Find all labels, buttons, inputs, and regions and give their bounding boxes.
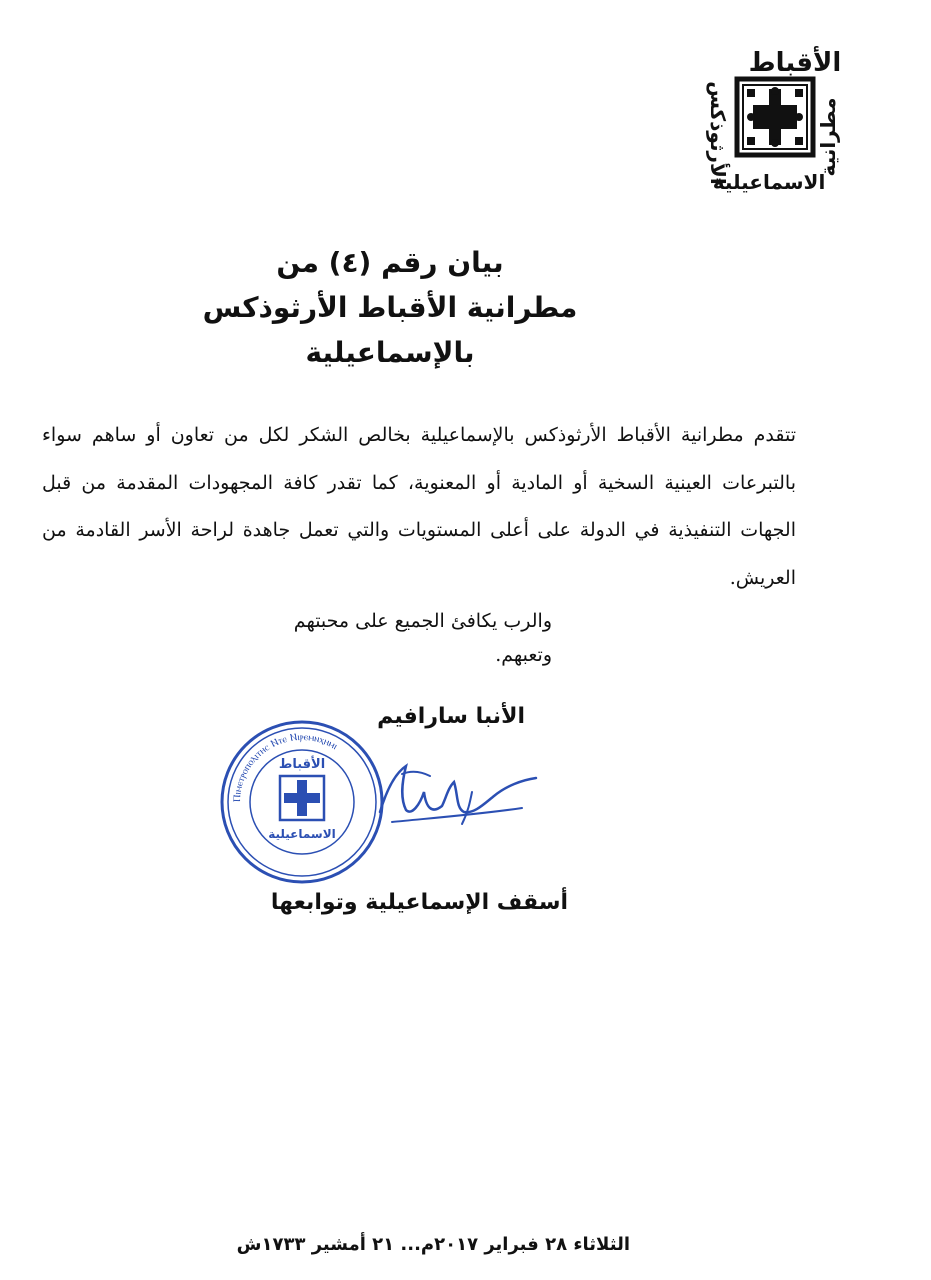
- logo-text-left: الأرثوذكس: [706, 81, 730, 185]
- stamp-text-bottom: الاسماعيلية: [268, 827, 336, 841]
- handwritten-signature: [372, 752, 540, 842]
- heading-line-1: بيان رقم (٤) من: [276, 246, 504, 279]
- closing-blessing: والرب يكافئ الجميع على محبتهم وتعبهم.: [293, 610, 552, 666]
- statement-heading: [200, 240, 580, 375]
- signer-title: أسقف الإسماعيلية وتوابعها: [270, 890, 568, 915]
- coptic-cross-icon: [737, 79, 813, 155]
- diocese-logo: [683, 45, 855, 197]
- document-date: الثلاثاء ٢٨ فبراير ٢٠١٧م... ٢١ أمشير ١٧٣٣ش: [236, 1234, 630, 1255]
- stamp-text-top: الأقباط: [278, 757, 326, 772]
- logo-text-bottom: الاسماعيلية: [712, 170, 826, 194]
- body-paragraph: تتقدم مطرانية الأقباط الأرثوذكس بالإسماعيلية بخالص الشكر لكل من تعاون أو ساهم سواء بالتبرعات العينية السخية أو المادية أو المعنوية، كما تقدر كافة المجهودات المقدمة من قبل الجهات التنفيذية في الدولة على أعلى المستويات والتي تعمل جاهدة لراحة الأسر القادمة من العريش.: [42, 424, 796, 589]
- signer-name: الأنبا سارافيم: [377, 704, 525, 729]
- logo-text-right: مطرانية: [816, 97, 840, 177]
- stamp-ring-text: Ⲡⲓⲙⲉⲧⲣⲟⲡⲟⲗⲓⲧⲏⲥ Ⲛⲧⲉ Ⲛⲓⲣⲉⲙⲛⲭⲏⲙⲓ: [231, 731, 340, 803]
- logo-text-top: الأقباط: [748, 48, 842, 78]
- official-stamp: [218, 718, 386, 886]
- heading-line-2: مطرانية الأقباط الأرثوذكس: [202, 291, 578, 324]
- heading-line-3: بالإسماعيلية: [305, 336, 475, 369]
- stamp-cross-icon: [280, 776, 324, 820]
